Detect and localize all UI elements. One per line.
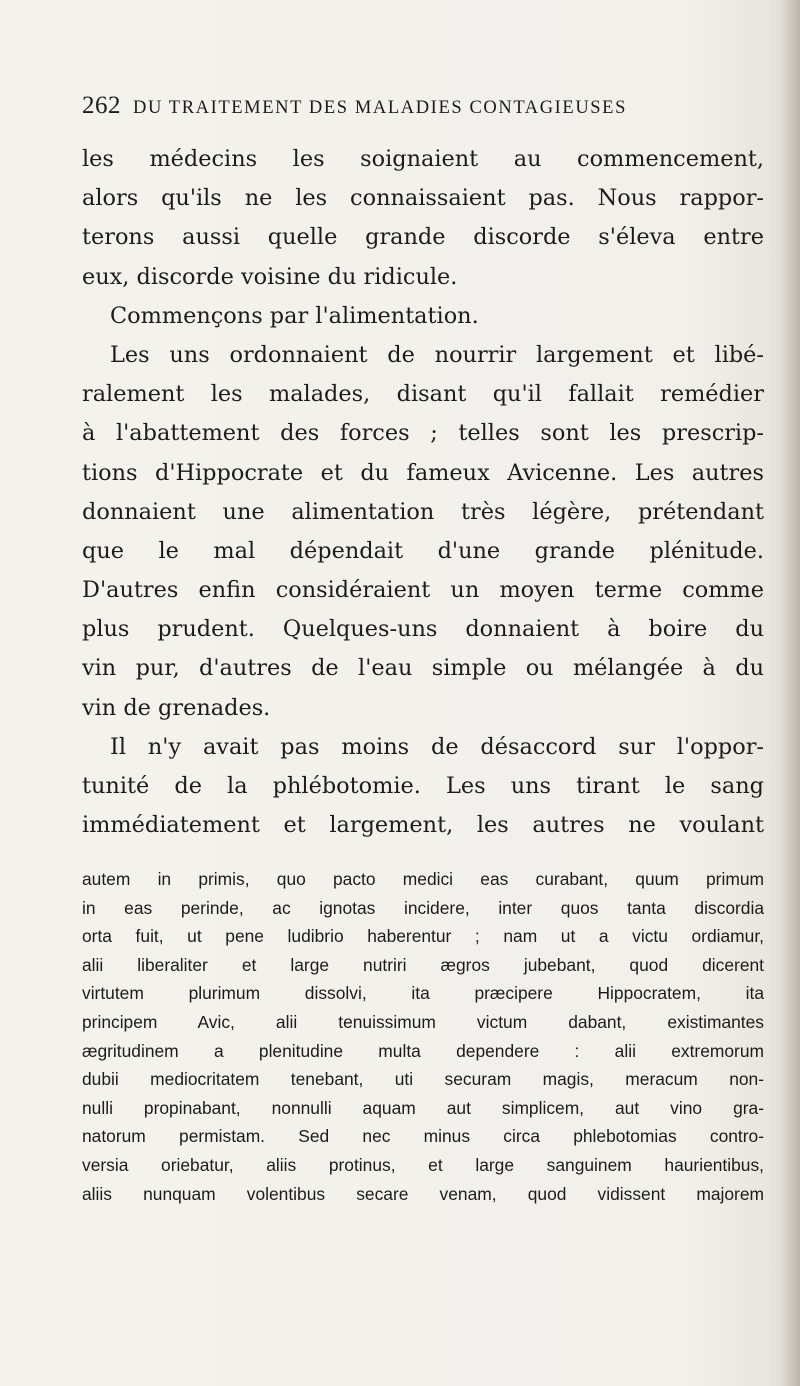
french-line: plus prudent. Quelques-uns donnaient à boire du bbox=[82, 616, 764, 643]
french-line: vin pur, d'autres de l'eau simple ou mélangée à du bbox=[82, 655, 764, 682]
latin-line: aliis nunquam volentibus secare venam, quod vidissent majorem bbox=[82, 1183, 764, 1204]
french-line: que le mal dépendait d'une grande plénitude. bbox=[82, 537, 764, 564]
latin-line: dubii mediocritatem tenebant, uti securam magis, meracum non- bbox=[82, 1069, 764, 1090]
french-line: eux, discorde voisine du ridicule. bbox=[82, 263, 458, 290]
french-line: Il n'y avait pas moins de désaccord sur l'oppor- bbox=[110, 733, 764, 760]
page-header bbox=[82, 92, 762, 120]
latin-line: principem Avic, alii tenuissimum victum dabant, existimantes bbox=[82, 1011, 764, 1032]
page-number: 262 bbox=[82, 92, 121, 119]
page-edge-shadow bbox=[782, 0, 800, 1386]
latin-line: nulli propinabant, nonnulli aquam aut simplicem, aut vino gra- bbox=[82, 1097, 764, 1118]
latin-line: autem in primis, quo pacto medici eas curabant, quum primum bbox=[82, 869, 764, 889]
latin-original-text bbox=[82, 865, 764, 1208]
latin-line: ægritudinem a plenitudine multa dependere : alii extremorum bbox=[82, 1040, 764, 1061]
french-line: immédiatement et largement, les autres ne voulant bbox=[82, 812, 764, 839]
french-line: donnaient une alimentation très légère, prétendant bbox=[82, 498, 764, 525]
french-line: à l'abattement des forces ; telles sont les prescrip- bbox=[82, 420, 764, 447]
latin-line: alii liberaliter et large nutriri ægros jubebant, quod dicerent bbox=[82, 954, 764, 975]
french-line: ralement les malades, disant qu'il fallait remédier bbox=[82, 381, 764, 408]
french-line: terons aussi quelle grande discorde s'éleva entre bbox=[82, 224, 764, 251]
latin-line: natorum permistam. Sed nec minus circa phlebotomias contro- bbox=[82, 1126, 764, 1147]
french-line: alors qu'ils ne les connaissaient pas. Nous rappor- bbox=[82, 185, 764, 212]
french-translation bbox=[82, 140, 764, 845]
latin-line: orta fuit, ut pene ludibrio haberentur ; nam ut a victu ordiamur, bbox=[82, 926, 764, 947]
french-line: tions d'Hippocrate et du fameux Avicenne. Les autres bbox=[82, 459, 764, 486]
french-line: les médecins les soignaient au commencement, bbox=[82, 146, 764, 172]
latin-line: versia oriebatur, aliis protinus, et large sanguinem haurientibus, bbox=[82, 1154, 764, 1175]
french-line: Commençons par l'alimentation. bbox=[110, 302, 479, 329]
latin-line: virtutem plurimum dissolvi, ita præcipere Hippocratem, ita bbox=[82, 983, 764, 1004]
french-line: D'autres enfin considéraient un moyen terme comme bbox=[82, 577, 764, 604]
running-title: DU TRAITEMENT DES MALADIES CONTAGIEUSES bbox=[133, 98, 627, 118]
french-line: Les uns ordonnaient de nourrir largement et libé- bbox=[110, 341, 764, 368]
french-line: vin de grenades. bbox=[82, 694, 271, 721]
latin-line: in eas perinde, ac ignotas incidere, inter quos tanta discordia bbox=[82, 897, 764, 918]
french-line: tunité de la phlébotomie. Les uns tirant le sang bbox=[82, 773, 764, 799]
